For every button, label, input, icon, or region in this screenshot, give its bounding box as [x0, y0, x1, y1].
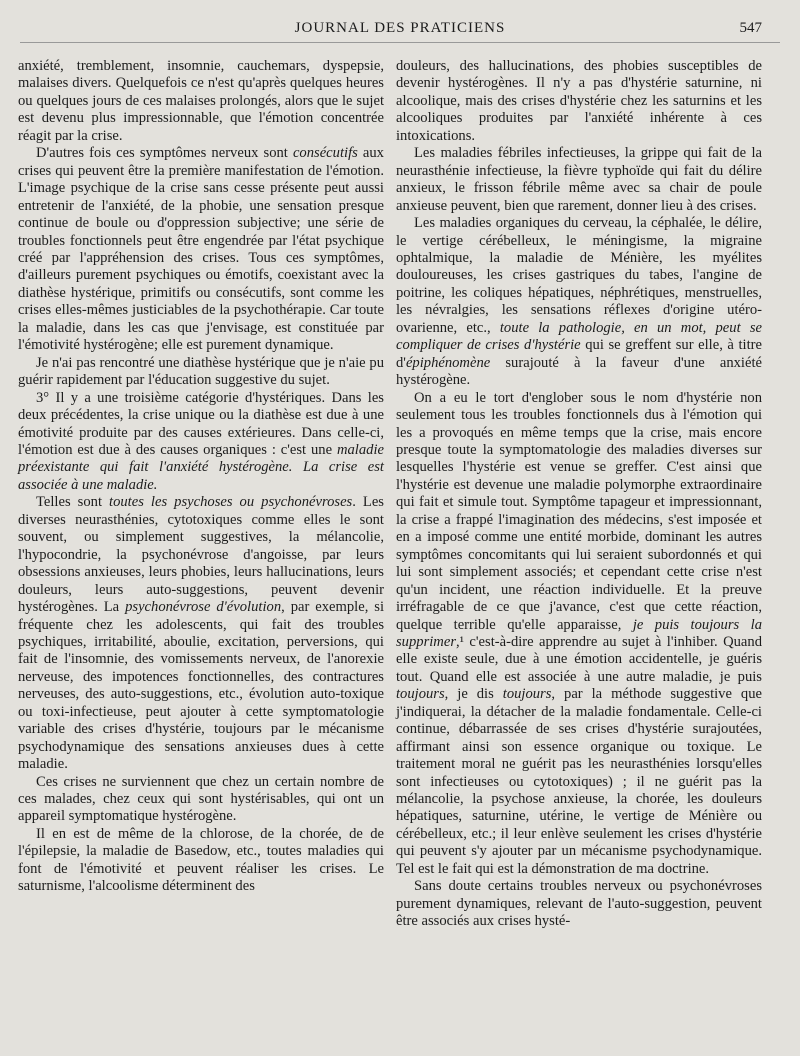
text-run: Les maladies organiques du cerveau, la céphalée, le délire, le vertige cérébelleux, le méningisme, la migraine ophtalmique, la maladie de Ménière, les myélites douloureuses, les crises gastriques du tabes, l'angine de poitrine, les coliques hépatiques, néphrétiques, menstruelles, les névralgies, les sensations réflexes d'origine utéro-ovarienne, etc., — [396, 215, 762, 336]
header-rule — [20, 42, 780, 43]
page-header — [0, 20, 800, 42]
text-run: surajouté à la faveur d'une anxiété hystérogène. — [396, 354, 762, 389]
text-run: Telles sont — [36, 494, 110, 511]
text-run: Ces crises ne surviennent que chez un certain nombre de ces malades, chez ceux qui sont hystérisables, qui ont un appareil symptomatique hystérogène. — [18, 773, 384, 825]
text-run: aux crises qui peuvent être la première manifestation de l'émotion. L'image psychique de la crise sans cesse présente peut aussi entretenir de l'anxiété, de la phobie, une sensation presque continue de boule ou d'oppression subjective; une série de troubles fonctionnels peut être engendrée par l'état psychique créé par l'appréhension des crises. Tous ces symptômes, d'ailleurs purement psychiques ou émotifs, coexistant avec la diathèse hystérique, primitifs ou consécutifs, sont comme les crises elles-mêmes justiciables de la psychothérapie. Car toute la maladie, dans les cas que j'envisage, est constituée par l'émotivité hystérogène; elle est purement dynamique. — [18, 145, 384, 354]
text-run: , par la méthode suggestive que j'indiquerai, la détacher de la maladie fondamentale. Celle-ci continue, débarrassée de ses crises d'hystérie surajoutées, affirmant ainsi son essence organique ou toxique. Le traitement moral ne guérit pas les neurasthénies lorsqu'elles sont infectieuses ou cytotoxiques) ; il ne guérit pas la mélancolie, la psychose anxieuse, la chorée, les douleurs hépatiques, saturnine, utérine, le vertige de Ménière ou cérébelleux, etc.; il leur enlève seulement les crises d'hystérie qui peuvent s'y ajouter par un mécanisme psychodynamique. Tel est le fait qui est la démonstration de ma doctrine. — [396, 686, 762, 877]
text-run: douleurs, des hallucinations, des phobies susceptibles de devenir hystérogènes. Il n'y a pas d'hystérie saturnine, ni alcoolique, mais des crises d'hystérie chez les saturnins et les alcooliques produites par l'anxiété inhérente à ces intoxications. — [396, 58, 762, 144]
text-run: , par exemple, si fréquente chez les adolescents, qui fait des troubles psychiques, irritabilité, aboulie, excitation, perversions, qui fait de l'insomnie, des vomissements nerveux, de l'anorexie nerveuse, des impotences fonctionnelles, des contractures nerveuses, des auto-suggestions, etc., évolution auto-toxique ou toxi-infectieuse, peut ajouter à cette symptomatologie variable des crises d'hystérie, toujours par le mécanisme psychodynamique des sensations anxieuses dues à cette maladie. — [18, 599, 385, 773]
running-head: JOURNAL DES PRATICIENS — [294, 20, 506, 36]
text-run: , je dis — [444, 686, 503, 703]
paragraph — [396, 878, 762, 930]
italic-text: épiphénomène — [405, 354, 491, 371]
italic-text: maladie préexistante qui fait l'anxiété hystérogène. La crise est associée à une maladie. — [18, 441, 384, 493]
italic-text: toujours — [502, 686, 552, 703]
italic-text: toujours — [396, 686, 445, 703]
text-run: On a eu le tort d'englober sous le nom d'hystérie non seulement tous les troubles fonctionnels dus à l'émotion qui les a provoqués en même temps que la crise, mais encore presque toute la symptomatologie des maladies diverses sur lesquelles l'hystérie est venue se greffer. C'est ainsi que l'hystérie est devenue une maladie polymorphe extraordinaire qui fait et simule tout. Symptôme tapageur et impressionnant, la crise a frappé l'imagination des médecins, s'est imposée et en a imposé comme une entité morbide, dominant les autres symptômes concomitants qui lui seraient subordonnés et qui lui sont simplement associés; et cependant cette crise n'est qu'un incident, une réaction individuelle. Et la preuve irréfragable de ce que j'avance, c'est que cette réaction, quelque terrible qu'elle apparaisse, — [396, 389, 762, 633]
paragraph — [396, 58, 762, 145]
page-number: 547 — [739, 20, 762, 36]
paragraph — [18, 774, 384, 826]
text-run: D'autres fois ces symptômes nerveux sont — [36, 145, 293, 162]
left-column — [18, 58, 384, 896]
paragraph — [18, 145, 384, 354]
text-run: anxiété, tremblement, insomnie, cauchemars, dyspepsie, malaises divers. Quelquefois ce n'est qu'après quelques heures ou quelques jours de ces malaises prolongés, alors que le sujet est devenu plus impressionnable, que l'émotion concentrée réagit par la crise. — [18, 58, 384, 144]
right-column — [396, 58, 762, 931]
paragraph — [396, 145, 762, 215]
text-run: Je n'ai pas rencontré une diathèse hystérique que je n'aie pu guérir rapidement par l'éducation suggestive du sujet. — [18, 354, 384, 389]
paragraph — [18, 355, 384, 390]
text-run: 3° Il y a une troisième catégorie d'hystériques. Dans les deux précédentes, la crise unique ou la diathèse est due à une émotivité produite par des causes extérieures. Dans celle-ci, l'émotion est due à des causes organiques : c'est une — [18, 389, 384, 458]
italic-text: je puis toujours la supprimer — [396, 616, 763, 650]
paragraph — [18, 390, 384, 495]
text-run: Il en est de même de la chlorose, de la chorée, de de l'épilepsie, la maladie de Basedow, etc., toutes maladies qui font de l'émotivité et peuvent réaliser les crises. Le saturnisme, l'alcoolisme déterminent des — [18, 825, 384, 895]
text-run: qui se greffent sur elle, à titre d' — [396, 337, 762, 371]
paragraph — [18, 58, 384, 145]
italic-text: psychonévrose d'évolution — [125, 599, 282, 616]
text-run: . Les diverses neurasthénies, cytotoxiques comme elles le sont souvent, ou simplement suggestives, la mélancolie, l'hypocondrie, la psychonévrose d'angoisse, par leurs obsessions anxieuses, leurs phobies, leurs hallucinations, leurs douleurs, leurs auto-suggestions, peuvent devenir hystérogènes. La — [18, 494, 384, 616]
text-run: Les maladies fébriles infectieuses, la grippe qui fait de la neurasthénie infectieuse, la fièvre typhoïde qui fait du délire anxieux, le frisson fébrile même avec sa chair de poule anxieuse peuvent, bien que rarement, donner lieu à des crises. — [396, 145, 762, 214]
paragraph — [396, 390, 762, 879]
paragraph — [18, 494, 384, 773]
text-run: ,¹ c'est-à-dire apprendre au sujet à l'inhiber. Quand elle existe seule, due à une émotion accidentelle, je guéris tout. Quand elle est associée à une autre maladie, je puis — [396, 633, 762, 685]
italic-text: consécutifs — [292, 145, 358, 162]
paragraph — [18, 826, 384, 896]
paragraph — [396, 215, 762, 390]
italic-text: toute la pathologie, en un mot, peut se compliquer de crises d'hystérie — [396, 319, 762, 354]
text-run: Sans doute certains troubles nerveux ou psychonévroses purement dynamiques, relevant de l'auto-suggestion, peuvent être associés aux crises hysté- — [396, 878, 762, 930]
italic-text: toutes les psychoses ou psychonévroses — [109, 494, 353, 511]
